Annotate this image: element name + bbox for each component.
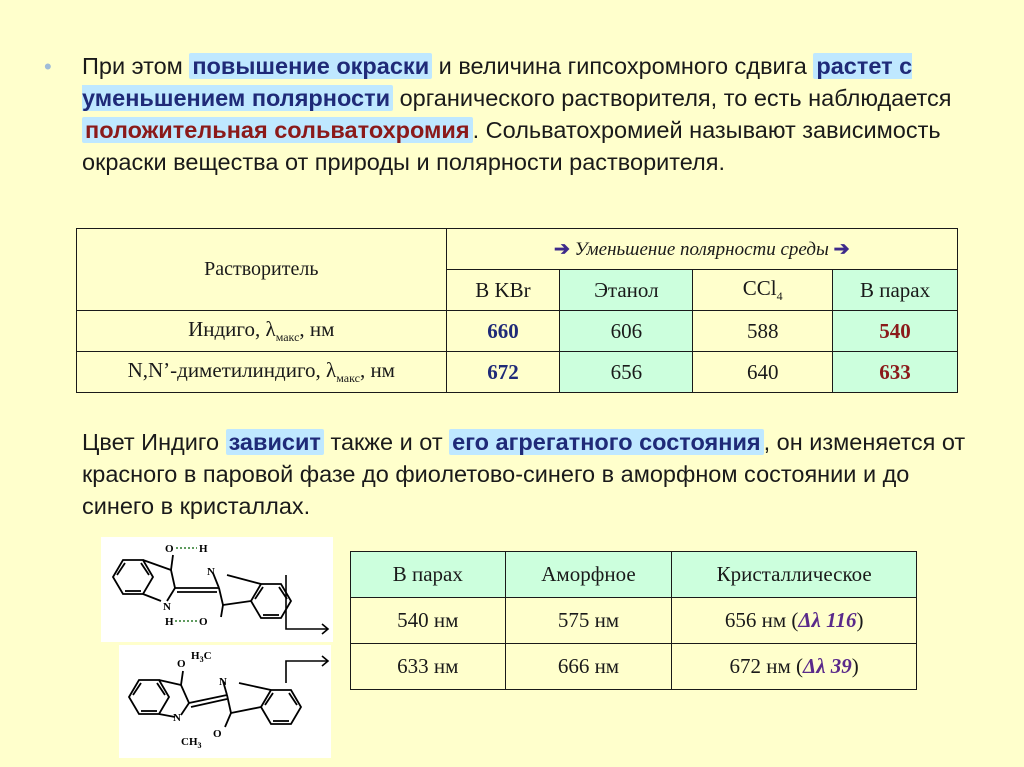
highlight-aggregate-state: его агрегатного состояния [449,429,763,455]
methyl-ch: CH [181,736,198,748]
text-span: . Сольватохромией называют зависимость окраски вещества от природы и полярности растворителя. [82,117,941,175]
value-cell [672,598,917,644]
value-text: 672 нм ( [729,654,804,678]
polarity-header-label: Уменьшение полярности среды [574,238,829,260]
column-header: Кристаллическое [672,552,917,598]
methyl-h: H [191,650,200,662]
row-label [77,311,447,352]
aggregate-state-table [350,551,917,690]
atom-label: N [163,601,171,613]
row-label-text: N,N’-диметилиндиго, λ [127,357,337,382]
atom-label: N [173,712,181,724]
text-span: При этом [82,53,190,79]
atom-label: N [219,676,227,688]
methyl-subscript: 3 [197,741,202,750]
text-span: , он изменяется от красного в паровой фазе до фиолетово-синего в аморфном состоянии и до синего в кристаллах. [82,429,966,519]
text-span: и величина гипсохромного сдвига [432,53,814,79]
solvent-table [76,228,958,393]
table-row [351,552,917,598]
value-cell: 640 [693,352,833,393]
methyl-subscript: 3 [199,655,204,664]
unit-text: , нм [359,357,395,382]
value-cell [672,644,917,690]
methyl-label [181,736,202,750]
value-cell: 633 нм [351,644,506,690]
polarity-header [446,229,957,270]
column-header: В парах [833,270,958,311]
value-cell: 606 [560,311,693,352]
paragraph-aggregate-state [82,426,982,522]
lambda-subscript: макс [275,330,300,345]
paragraph-solvatochromism [82,50,982,178]
column-header: В KBr [446,270,560,311]
text-span: Цвет Индиго [82,429,226,455]
highlight-depends: зависит [226,429,324,455]
atom-label: H [199,543,208,555]
value-cell: 575 нм [505,598,672,644]
column-header: В парах [351,552,506,598]
column-header: Этанол [560,270,693,311]
value-cell: 656 [560,352,693,393]
methyl-label [191,650,212,664]
bullet-point: • [44,54,52,79]
unit-text: , нм [299,316,335,341]
value-cell: 540 [833,311,958,352]
atom-label: O [213,728,222,740]
row-label-text: Индиго, λ [188,316,276,341]
table-row [77,352,958,393]
atom-label: O [165,543,174,555]
atom-label: O [177,658,186,670]
connector-arrows [280,575,340,685]
value-cell: 660 [446,311,560,352]
value-cell: 672 [446,352,560,393]
highlight-positive-solvatochromism: положительная сольватохромия [82,117,473,143]
methyl-c: C [203,650,212,662]
highlight-polarity-decrease: растет с уменьшением полярности [82,53,913,111]
text-span: также и от [323,429,450,455]
highlight-color-increase: повышение окраски [189,53,432,79]
atom-label: N [207,566,215,578]
value-cell: 540 нм [351,598,506,644]
text-span: органического растворителя, то есть наблюдается [393,85,952,111]
paren-close: ) [851,654,859,678]
row-label [77,352,447,393]
paren-close: ) [856,608,864,632]
value-cell: 666 нм [505,644,672,690]
ccl-label: CCl [742,275,777,300]
arrow-right-icon: ➔ [554,238,570,260]
column-header: Аморфное [505,552,672,598]
column-header [693,270,833,311]
lambda-subscript: макс [336,371,360,386]
table-row [77,229,958,270]
atom-label: H [165,616,174,628]
value-cell: 588 [693,311,833,352]
atom-label: O [199,616,208,628]
solvent-header: Растворитель [77,229,447,311]
delta-lambda: Δλ 116 [798,608,857,632]
table-row [77,311,958,352]
delta-lambda: Δλ 39 [803,654,852,678]
value-text: 656 нм ( [724,608,799,632]
arrow-right-icon: ➔ [833,238,850,260]
ccl-subscript: 4 [776,289,783,304]
value-cell: 633 [833,352,958,393]
table-row [351,644,917,690]
table-row [351,598,917,644]
